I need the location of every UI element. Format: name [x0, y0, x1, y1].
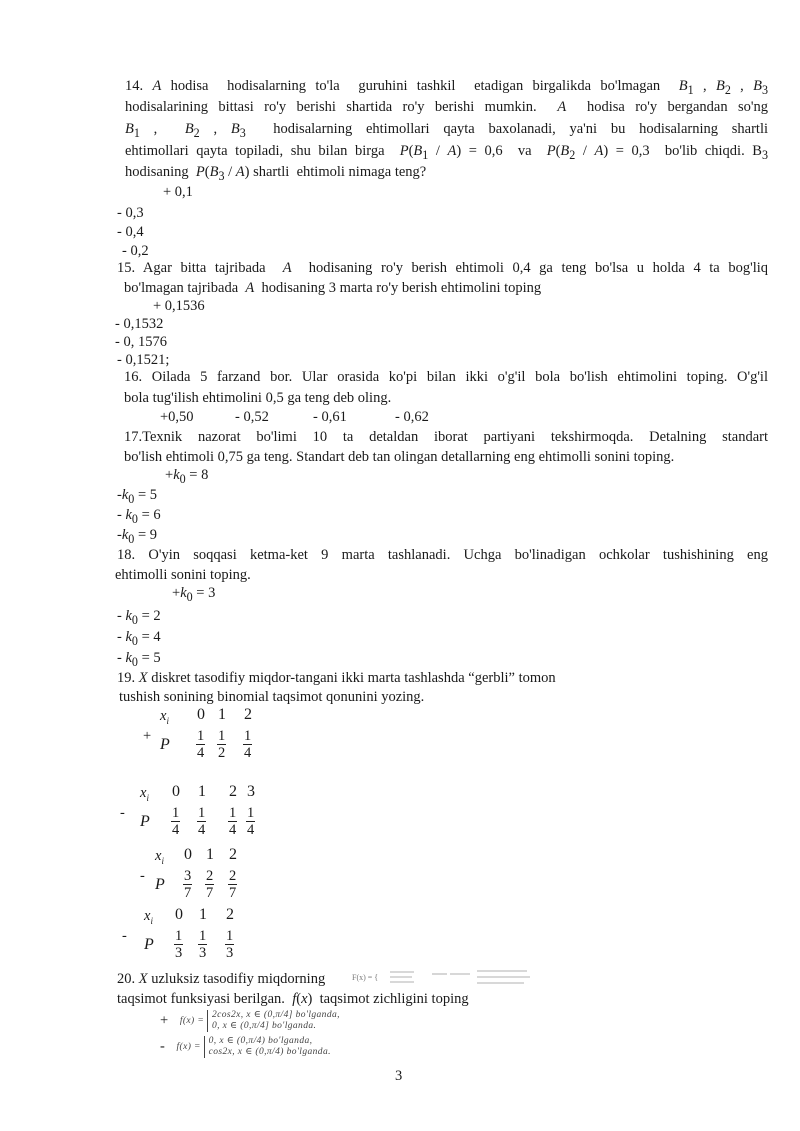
q20-line-2: taqsimot funksiyasi berilgan. f(x) taqsimot zichligini toping — [117, 991, 469, 1007]
p-label: P — [144, 936, 154, 953]
probability-fraction: $\frac{1}{4}$ — [247, 805, 255, 838]
q14-line-4: ehtimollari qayta topiladi, shu bilan birga $P(B_1 / A) = 0,6$ va $P(B_2 / A) = 0,3$ bo'lib chiqdi. $B_3$ — [125, 143, 769, 162]
probability-fraction: $\frac{1}{4}$ — [229, 805, 237, 838]
q20-opt2-case-2: cos2x, x ∈ (0,π/4) bo'lganda. — [208, 1047, 331, 1057]
q14-option: + 0,1 — [163, 184, 193, 200]
option-sign: - — [160, 1038, 165, 1055]
xi-value: 2 — [229, 783, 237, 800]
distribution-function-formula — [352, 968, 532, 988]
q20-option-plus: + f(x) = 2cos2x, x ∈ (0,π/4] bo'lganda, 0, x ∈ (0,π/4] bo'lganda. — [160, 1010, 340, 1031]
xi-value: 1 — [218, 706, 226, 723]
q16-option: +0,50 — [160, 409, 194, 425]
p-label: P — [155, 876, 165, 893]
q18-line-2: ehtimolli sonini toping. — [115, 567, 251, 583]
q16-line-2: bola tug'ilish ehtimolini 0,5 ga teng deb oling. — [124, 390, 392, 406]
option-sign: + — [160, 1012, 169, 1029]
q20-opt1-case-2: 0, x ∈ (0,π/4] bo'lganda. — [211, 1021, 317, 1031]
q15-option: + 0,1536 — [153, 298, 205, 314]
q15-line-1: 15. Agar bitta tajribada A hodisaning ro'y berish ehtimoli 0,4 ga teng bo'lsa u holda 4 ta bog'liq — [117, 260, 769, 276]
q20-line-1: 20. X uzluksiz tasodifiy miqdorning — [117, 971, 326, 987]
q14-line-2: hodisalarining bittasi ro'y berishi shartida ro'y berishi mumkin. A hodisa ro'y bergandan so'ng — [125, 99, 768, 115]
probability-fraction: $\frac{1}{3}$ — [226, 928, 234, 961]
xi-value: 1 — [199, 906, 207, 923]
probability-fraction: $\frac{2}{7}$ — [206, 868, 214, 901]
q17-option: - $k_0 = 6$ — [117, 507, 161, 526]
p-label: P — [160, 736, 170, 753]
q14-option: - 0,4 — [117, 224, 144, 240]
q20-option-minus: - f(x) = 0, x ∈ (0,π/4) bo'lganda, cos2x, x ∈ (0,π/4) bo'lganda. — [160, 1036, 331, 1057]
option-sign: - — [122, 928, 127, 944]
probability-fraction: $\frac{1}{4}$ — [197, 728, 205, 761]
xi-value: 3 — [247, 783, 255, 800]
q18-line-1: 18. O'yin soqqasi ketma-ket 9 marta tashlanadi. Uchga bo'linadigan ochkolar tushishining eng — [117, 547, 768, 563]
probability-fraction: $\frac{1}{2}$ — [218, 728, 226, 761]
probability-fraction: $\frac{1}{4}$ — [198, 805, 206, 838]
xi-label: $x_i$ — [140, 785, 149, 803]
q14-option: - 0,3 — [117, 205, 144, 221]
page-number: 3 — [395, 1068, 403, 1084]
q16-option: - 0,61 — [313, 409, 347, 425]
q15-option: - 0,1521; — [117, 352, 170, 368]
q19-line-1: 19. X diskret tasodifiy miqdor-tangani ikki marta tashlashda “gerbli” tomon — [117, 670, 556, 686]
q14-line-3: $B_1$ , $B_2$ , $B_3$ hodisalarning ehtimollari qayta baxolanadi, ya'ni bu hodisalarning shartli — [125, 121, 769, 140]
xi-label: $x_i$ — [155, 848, 164, 866]
xi-value: 0 — [197, 706, 205, 723]
q14-line-1: 14. A hodisa hodisalarning to'la guruhini tashkil etadigan birgalikda bo'lmagan $B_1$ , $B_2$ , $B_3$ — [125, 78, 769, 97]
q20-opt2-case-1: 0, x ∈ (0,π/4) bo'lganda, — [208, 1036, 313, 1046]
probability-fraction: $\frac{1}{3}$ — [199, 928, 207, 961]
q18-option: $+k_0 = 3$ — [172, 585, 216, 604]
q18-option: - $k_0 = 2$ — [117, 608, 161, 627]
q14-line-5: hodisaning $P(B_3 / A)$ shartli ehtimoli nimaga teng? — [125, 164, 427, 183]
xi-value: 1 — [198, 783, 206, 800]
xi-value: 1 — [206, 846, 214, 863]
xi-value: 0 — [184, 846, 192, 863]
xi-value: 0 — [175, 906, 183, 923]
q14-option: - 0,2 — [122, 243, 149, 259]
q17-option: $-k_0 = 9$ — [117, 527, 158, 546]
q20-opt1-case-1: 2cos2x, x ∈ (0,π/4] bo'lganda, — [211, 1010, 340, 1020]
probability-fraction: $\frac{3}{7}$ — [184, 868, 192, 901]
q16-option: - 0,62 — [395, 409, 429, 425]
q17-line-1: 17.Texnik nazorat bo'limi 10 ta detaldan iborat partiyani tekshirmoqda. Detalning standart — [124, 429, 768, 445]
xi-value: 2 — [226, 906, 234, 923]
svg-text:F(x) = {: F(x) = { — [352, 973, 379, 982]
probability-fraction: $\frac{2}{7}$ — [229, 868, 237, 901]
option-sign: + — [143, 728, 152, 744]
xi-label: $x_i$ — [160, 708, 169, 726]
q17-option: $-k_0 = 5$ — [117, 487, 158, 506]
q18-option: - $k_0 = 5$ — [117, 650, 161, 669]
xi-value: 0 — [172, 783, 180, 800]
q15-option: - 0, 1576 — [115, 334, 167, 350]
q17-line-2: bo'lish ehtimoli 0,75 ga teng. Standart deb tan olingan detallarning eng ehtimolli sonini toping. — [124, 449, 675, 465]
q17-option: $+k_0 = 8$ — [165, 467, 209, 486]
q18-option: - $k_0 = 4$ — [117, 629, 161, 648]
xi-label: $x_i$ — [144, 908, 153, 926]
q15-line-2: bo'lmagan tajribada A hodisaning 3 marta ro'y berish ehtimolini toping — [124, 280, 542, 296]
q16-line-1: 16. Oilada 5 farzand bor. Ular orasida ko'pi bilan ikki o'g'il bola bo'lish ehtimolini toping. O'g'il — [124, 369, 768, 385]
q15-option: - 0,1532 — [115, 316, 164, 332]
probability-fraction: $\frac{1}{4}$ — [244, 728, 252, 761]
option-sign: - — [120, 805, 125, 821]
probability-fraction: $\frac{1}{3}$ — [175, 928, 183, 961]
p-label: P — [140, 813, 150, 830]
xi-value: 2 — [244, 706, 252, 723]
xi-value: 2 — [229, 846, 237, 863]
option-sign: - — [140, 868, 145, 884]
probability-fraction: $\frac{1}{4}$ — [172, 805, 180, 838]
q19-line-2: tushish sonining binomial taqsimot qonunini yozing. — [119, 689, 425, 705]
q16-option: - 0,52 — [235, 409, 269, 425]
